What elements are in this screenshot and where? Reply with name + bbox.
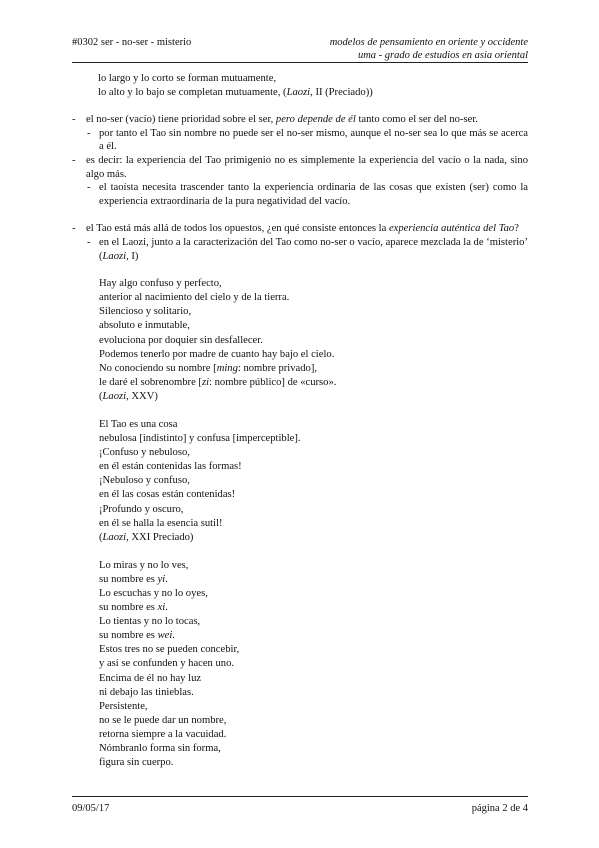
poem-line: en él se halla la esencia sutil!: [99, 517, 223, 529]
bullet-dash: -: [87, 127, 91, 139]
poem-line: Nómbranlo forma sin forma,: [99, 743, 221, 755]
poem-line: su nombre es xi.: [99, 602, 168, 614]
intro-line: lo alto y lo bajo se completan mutuamente, (Laozi, II (Preciado)): [98, 86, 373, 98]
poem-citation: (Laozi, XXV): [99, 390, 158, 402]
poem-line: Podemos tenerlo por madre de cuanto hay bajo el cielo.: [99, 348, 335, 360]
footer-date: 09/05/17: [72, 803, 110, 814]
poem-laozi-xiv: [72, 559, 528, 770]
bullet-dash: -: [87, 182, 91, 194]
poem-line: anterior al nacimiento del cielo y de la tierra.: [99, 292, 290, 304]
bullet-dash: -: [87, 236, 91, 248]
bullet-dash: -: [72, 154, 76, 166]
page-body: [72, 72, 528, 770]
sub-bullet-item: [72, 127, 528, 154]
poem-line: y así se confunden y hacen uno.: [99, 658, 235, 670]
poem-line: Persistente,: [99, 700, 148, 712]
header-title-line: modelos de pensamiento en oriente y occidente: [329, 37, 528, 48]
poem-line: ni debajo las tinieblas.: [99, 686, 194, 698]
poem-laozi-xxv: [72, 277, 528, 404]
poem-line: le daré el sobrenombre [zi: nombre público] de «curso».: [99, 376, 337, 388]
bullet-item: [72, 154, 528, 181]
poem-line: figura sin cuerpo.: [99, 757, 174, 769]
bullet-text: por tanto el Tao sin nombre no puede ser el no-ser mismo, aunque el no-ser sea lo que más se acerca a él.: [99, 127, 528, 153]
poem-line: retorna siempre a la vacuidad.: [99, 728, 227, 740]
poem-line: no se le puede dar un nombre,: [99, 714, 227, 726]
header-course-code: #0302 ser - no-ser - misterio: [72, 37, 192, 48]
poem-line: nebulosa [indistinto] y confusa [imperceptible].: [99, 433, 301, 445]
intro-quote: [72, 72, 528, 99]
poem-line: ¡Nebuloso y confuso,: [99, 475, 190, 487]
poem-line: ¡Profundo y oscuro,: [99, 503, 184, 515]
poem-line: evoluciona por doquier sin desfallecer.: [99, 334, 263, 346]
poem-line: No conociendo su nombre [ming: nombre privado],: [99, 362, 318, 374]
poem-line: Encima de él no hay luz: [99, 672, 202, 684]
poem-line: en él están contenidas las formas!: [99, 461, 242, 473]
poem-line: en él las cosas están contenidas!: [99, 489, 236, 501]
sub-bullet-item: [72, 236, 528, 263]
poem-line: Lo escuchas y no lo oyes,: [99, 588, 208, 599]
poem-citation: (Laozi, XXI Preciado): [99, 531, 194, 543]
header-title: [330, 37, 528, 62]
header-subtitle-line: uma - grado de estudios en asia oriental: [357, 49, 528, 61]
poem-line: Silencioso y solitario,: [99, 306, 192, 318]
sub-bullet-item: [72, 181, 528, 208]
bullet-text: el no-ser (vacío) tiene prioridad sobre el ser, pero depende de él tanto como el ser del no-ser.: [86, 114, 478, 126]
bullet-item: [72, 222, 528, 236]
bullet-dash: -: [72, 114, 76, 126]
poem-line: su nombre es yi.: [99, 573, 168, 585]
poem-laozi-xxi: [72, 418, 528, 545]
intro-line: lo largo y lo corto se forman mutuamente,: [98, 73, 277, 84]
poem-line: Lo miras y no lo ves,: [99, 559, 189, 571]
poem-line: Lo tientas y no lo tocas,: [99, 616, 201, 628]
bullet-dash: -: [72, 223, 76, 235]
poem-line: absoluto e inmutable,: [99, 320, 190, 332]
footer-page-number: página 2 de 4: [471, 803, 528, 814]
poem-line: El Tao es una cosa: [99, 418, 178, 430]
footer-divider: [72, 796, 528, 797]
bullet-text: es decir: la experiencia del Tao primigenio no es simplemente la experiencia del vacío o la nada, sino algo más.: [86, 154, 528, 180]
bullet-text: en el Laozi, junto a la caracterización del Tao como no-ser o vacío, aparece mezclada la de ‘misterio’ (Laozi, I): [99, 236, 528, 262]
poem-line: su nombre es wei.: [99, 630, 175, 642]
poem-line: ¡Confuso y nebuloso,: [99, 447, 190, 459]
bullet-text: el taoísta necesita trascender tanto la experiencia ordinaria de las cosas que existen (ser) como la experiencia extraordinaria de la pura negatividad del vacío.: [99, 182, 528, 207]
header-divider: [72, 62, 528, 63]
poem-line: Hay algo confuso y perfecto,: [99, 278, 222, 290]
bullet-text: el Tao está más allá de todos los opuestos, ¿en qué consiste entonces la experiencia auténtica del Tao?: [86, 223, 519, 235]
poem-line: Estos tres no se pueden concebir,: [99, 644, 240, 656]
bullet-item: [72, 113, 528, 127]
